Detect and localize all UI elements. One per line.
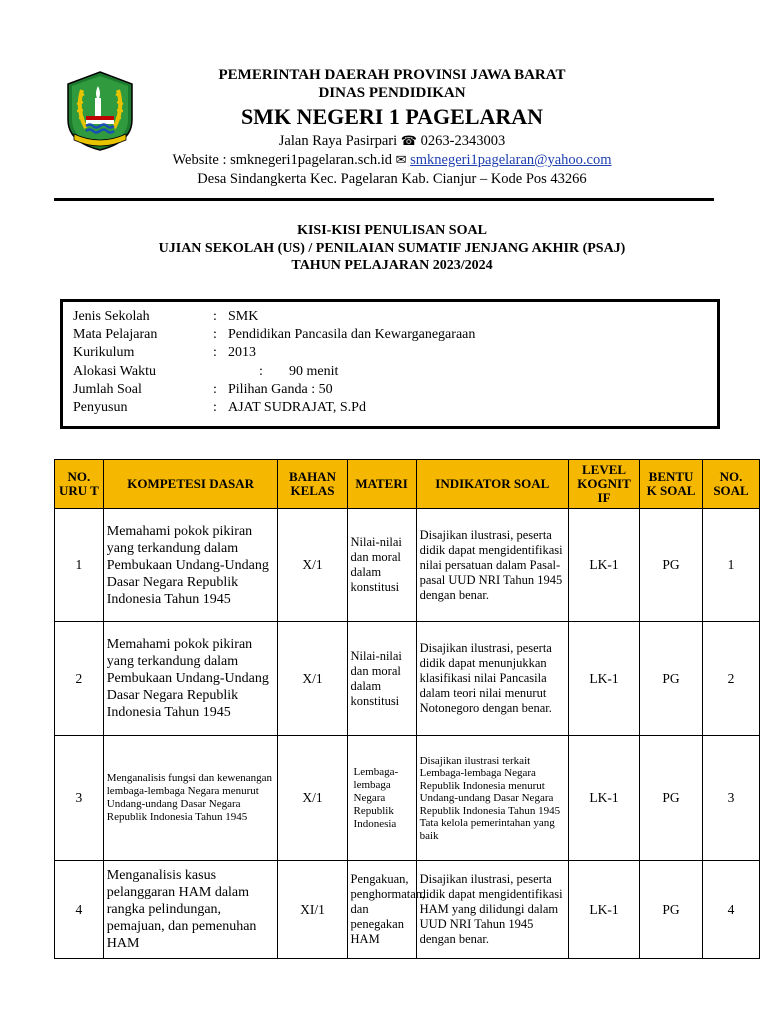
government-name: PEMERINTAH DAERAH PROVINSI JAWA BARAT [218, 67, 566, 83]
cell-indikator: Disajikan ilustrasi, peserta didik dapat mengidentifikasi nilai persatuan dalam Pasal-pasal UUD NRI Tahun 1945 dengan benar. [416, 509, 568, 622]
header-kompetensi-dasar: KOMPETESI DASAR [103, 460, 278, 509]
cell-no: 2 [55, 622, 104, 736]
cell-kelas: X/1 [278, 509, 347, 622]
cell-kompetensi-dasar: Menganalisis fungsi dan kewenangan lembaga-lembaga Negara menurut Undang-undang Dasar Negara Republik Indonesia Tahun 1945 [103, 736, 278, 861]
cell-materi: Nilai-nilai dan moral dalam konstitusi [347, 509, 416, 622]
website: Website : smknegeri1pagelaran.sch.id [172, 152, 392, 168]
cell-no-soal: 4 [703, 861, 760, 959]
table-row [55, 509, 760, 622]
cell-kompetensi-dasar: Menganalisis kasus pelanggaran HAM dalam rangka pelindungan, pemajuan, dan pemenuhan HAM [103, 861, 278, 959]
phone: 0263-2343003 [420, 133, 506, 149]
cell-kelas: X/1 [278, 622, 347, 736]
title-line-3: TAHUN PELAJARAN 2023/2024 [291, 258, 493, 273]
cell-level: LK-1 [568, 861, 639, 959]
cell-level: LK-1 [568, 622, 639, 736]
document-title [54, 222, 730, 275]
west-java-emblem-logo [64, 70, 136, 152]
cell-materi: Lembaga-lembaga Negara Republik Indonesia [347, 736, 416, 861]
cell-bentuk: PG [640, 736, 703, 861]
cell-kelas: X/1 [278, 736, 347, 861]
envelope-icon: ✉ [395, 153, 407, 168]
email-link[interactable]: smknegeri1pagelaran@yahoo.com [410, 152, 612, 168]
header-materi: MATERI [347, 460, 416, 509]
cell-no-soal: 3 [703, 736, 760, 861]
address: Jalan Raya Pasirpari [278, 133, 398, 149]
header-bahan-kelas: BAHAN KELAS [278, 460, 347, 509]
location-line: Desa Sindangkerta Kec. Pagelaran Kab. Cianjur – Kode Pos 43266 [197, 171, 587, 187]
table-row [55, 736, 760, 861]
letterhead-text [150, 66, 634, 188]
exam-info-box: Jenis Sekolah : SMK Mata Pelajaran : Pendidikan Pancasila dan Kewarganegaraan Kurikulum : 2013 Alokasi Waktu : 90 menit Jumlah Soal : Pilihan Ganda : 50 Penyusun : AJAT SUDRAJAT, S.Pd [60, 299, 720, 429]
cell-level: LK-1 [568, 736, 639, 861]
cell-indikator: Disajikan ilustrasi terkait Lembaga-lembaga Negara Republik Indonesia menurut Undang-undang Dasar Negara Republik Indonesia Tahun 1945 Tata kelola pemerintahan yang baik [416, 736, 568, 861]
table-header-row [55, 460, 760, 509]
contact-line [150, 151, 634, 170]
title-line-1: KISI-KISI PENULISAN SOAL [297, 223, 487, 238]
cell-bentuk: PG [640, 509, 703, 622]
cell-indikator: Disajikan ilustrasi, peserta didik dapat mengidentifikasi HAM yang dilidungi dalam UUD NRI Tahun 1945 dengan benar. [416, 861, 568, 959]
department-name: DINAS PENDIDIKAN [318, 85, 466, 101]
cell-materi: Pengakuan, penghormatan, dan penegakan HAM [347, 861, 416, 959]
header-level-kognitif: LEVEL KOGNIT IF [568, 460, 639, 509]
cell-kompetensi-dasar: Memahami pokok pikiran yang terkandung dalam Pembukaan Undang-Undang Dasar Negara Republik Indonesia Tahun 1945 [103, 509, 278, 622]
cell-bentuk: PG [640, 622, 703, 736]
school-name: SMK NEGERI 1 PAGELARAN [240, 104, 544, 129]
cell-no-soal: 2 [703, 622, 760, 736]
cell-kompetensi-dasar: Memahami pokok pikiran yang terkandung dalam Pembukaan Undang-Undang Dasar Negara Republik Indonesia Tahun 1945 [103, 622, 278, 736]
table-row [55, 861, 760, 959]
header-indikator-soal: INDIKATOR SOAL [416, 460, 568, 509]
cell-no-soal: 1 [703, 509, 760, 622]
phone-icon: ☎ [400, 134, 417, 149]
cell-kelas: XI/1 [278, 861, 347, 959]
cell-level: LK-1 [568, 509, 639, 622]
kisi-kisi-table [54, 459, 760, 959]
cell-no: 4 [55, 861, 104, 959]
title-line-2: UJIAN SEKOLAH (US) / PENILAIAN SUMATIF JENJANG AKHIR (PSAJ) [158, 240, 626, 256]
cell-no: 1 [55, 509, 104, 622]
letterhead [0, 0, 768, 200]
header-bentuk-soal: BENTU K SOAL [640, 460, 703, 509]
table-row [55, 622, 760, 736]
address-line [150, 132, 634, 151]
header-no-urut: NO. URU T [55, 460, 104, 509]
cell-no: 3 [55, 736, 104, 861]
cell-indikator: Disajikan ilustrasi, peserta didik dapat menunjukkan klasifikasi nilai Pancasila dalam teori nilai menurut Notonegoro dengan benar. [416, 622, 568, 736]
cell-bentuk: PG [640, 861, 703, 959]
cell-materi: Nilai-nilai dan moral dalam konstitusi [347, 622, 416, 736]
header-no-soal: NO. SOAL [703, 460, 760, 509]
letterhead-divider [54, 198, 714, 201]
